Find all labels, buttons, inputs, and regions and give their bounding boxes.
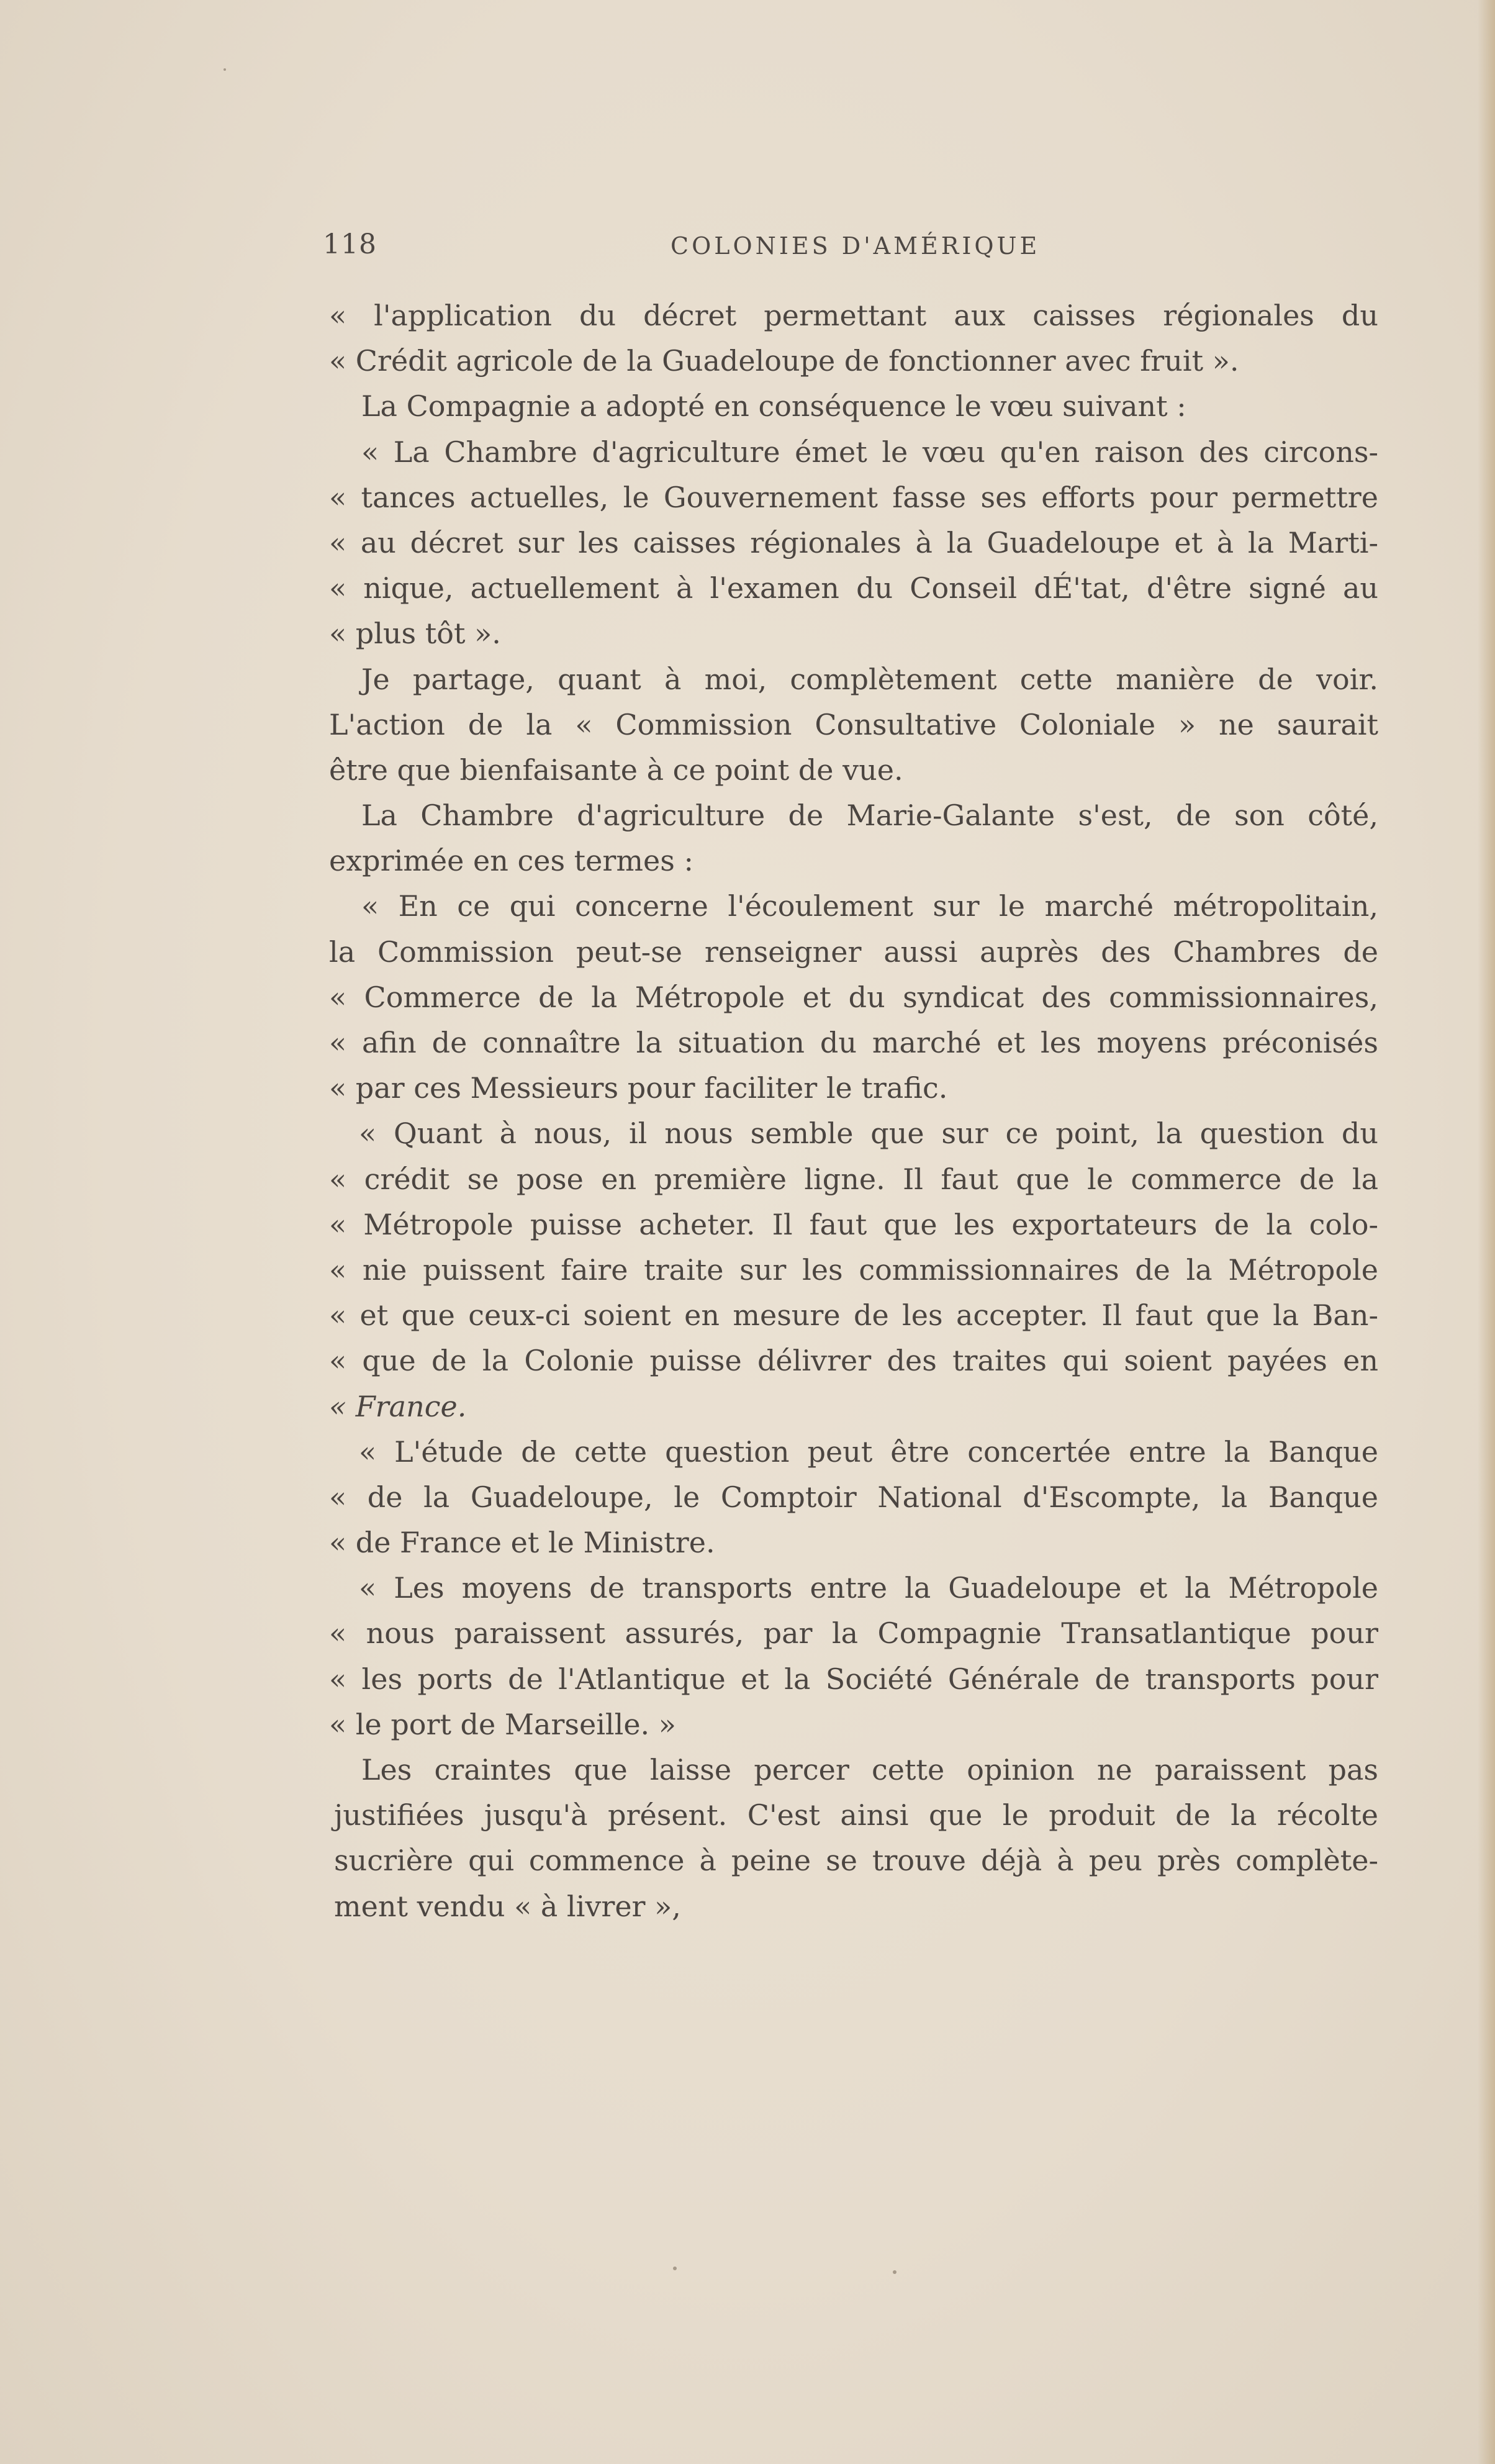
text-line: « France. bbox=[329, 1389, 467, 1423]
paper-speck bbox=[224, 68, 226, 71]
page-number: 118 bbox=[323, 229, 377, 260]
text-line: sucrière qui commence à peine se trouve déjà à peu près complète- bbox=[334, 1844, 1378, 1878]
page-header bbox=[323, 229, 1378, 266]
paper-speck bbox=[893, 2270, 897, 2274]
text-line: « L'étude de cette question peut être concertée entre la Banque bbox=[359, 1434, 1378, 1469]
text-line: être que bienfaisante à ce point de vue. bbox=[329, 753, 903, 787]
text-line: Je partage, quant à moi, complètement cette manière de voir. bbox=[361, 662, 1378, 696]
text-line: « que de la Colonie puisse délivrer des traites qui soient payées en bbox=[329, 1344, 1378, 1378]
text-line: « Commerce de la Métropole et du syndicat des commissionnaires, bbox=[329, 980, 1378, 1014]
text-line: « plus tôt ». bbox=[329, 617, 501, 651]
text-line: exprimée en ces termes : bbox=[329, 844, 693, 878]
text-line: « Métropole puisse acheter. Il faut que les exportateurs de la colo- bbox=[329, 1207, 1378, 1241]
text-line: « le port de Marseille. » bbox=[329, 1707, 676, 1741]
text-line: justifiées jusqu'à présent. C'est ainsi que le produit de la récolte bbox=[334, 1798, 1378, 1832]
text-line: « nie puissent faire traite sur les commissionnaires de la Métropole bbox=[329, 1252, 1378, 1287]
paper-speck bbox=[673, 2267, 677, 2270]
text-line: « Crédit agricole de la Guadeloupe de fonctionner avec fruit ». bbox=[329, 344, 1239, 378]
text-line: « et que ceux-ci soient en mesure de les accepter. Il faut que la Ban- bbox=[329, 1298, 1378, 1333]
body-text bbox=[329, 293, 1378, 1929]
text-line: La Compagnie a adopté en conséquence le vœu suivant : bbox=[361, 389, 1186, 424]
text-line: « les ports de l'Atlantique et la Société Générale de transports pour bbox=[329, 1662, 1378, 1696]
text-line: « Quant à nous, il nous semble que sur ce point, la question du bbox=[359, 1116, 1378, 1151]
text-line: « tances actuelles, le Gouvernement fasse ses efforts pour permettre bbox=[329, 480, 1378, 514]
text-line: « l'application du décret permettant aux caisses régionales du bbox=[329, 299, 1378, 332]
text-line: La Chambre d'agriculture de Marie-Galante s'est, de son côté, bbox=[361, 799, 1378, 833]
text-line: « de France et le Ministre. bbox=[329, 1526, 715, 1560]
text-line: la Commission peut-se renseigner aussi auprès des Chambres de bbox=[329, 935, 1378, 969]
text-line: « nique, actuellement à l'examen du Conseil dÉ'tat, d'être signé au bbox=[329, 571, 1378, 605]
text-line: Les craintes que laisse percer cette opinion ne paraissent pas bbox=[361, 1753, 1378, 1787]
text-line: « crédit se pose en première ligne. Il faut que le commerce de la bbox=[329, 1162, 1378, 1196]
text-line: « de la Guadeloupe, le Comptoir National d'Escompte, la Banque bbox=[329, 1480, 1378, 1514]
text-line: L'action de la « Commission Consultative Coloniale » ne saurait bbox=[329, 707, 1378, 741]
text-line: « nous paraissent assurés, par la Compagnie Transatlantique pour bbox=[329, 1616, 1378, 1651]
text-line: « En ce qui concerne l'écoulement sur le marché métropolitain, bbox=[361, 889, 1378, 923]
text-line: « par ces Messieurs pour faciliter le trafic. bbox=[329, 1071, 948, 1105]
text-line: « au décret sur les caisses régionales à la Guadeloupe et à la Marti- bbox=[329, 525, 1378, 559]
page-edge bbox=[1478, 0, 1495, 2464]
text-line: ment vendu « à livrer », bbox=[334, 1889, 681, 1923]
text-line: « afin de connaître la situation du marché et les moyens préconisés bbox=[329, 1026, 1378, 1059]
text-line: « La Chambre d'agriculture émet le vœu qu'en raison des circons- bbox=[361, 435, 1378, 469]
running-title: COLONIES D'AMÉRIQUE bbox=[671, 232, 1041, 260]
text-line: « Les moyens de transports entre la Guadeloupe et la Métropole bbox=[359, 1571, 1378, 1605]
